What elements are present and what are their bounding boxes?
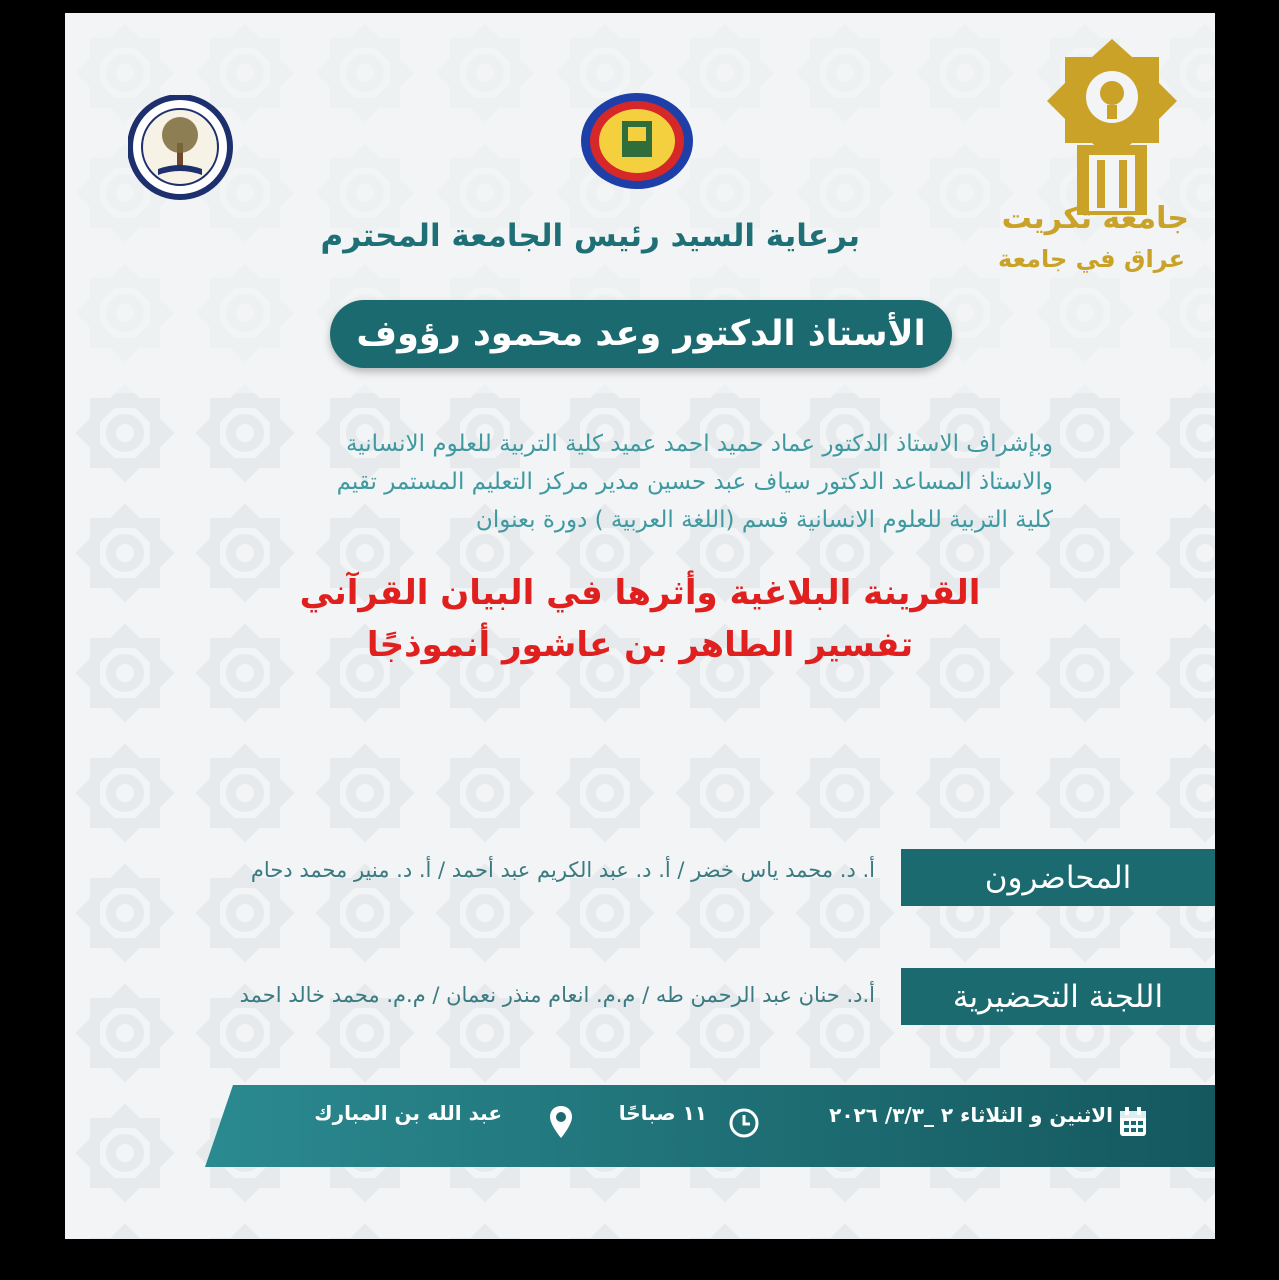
university-slogan-logo: عراق في جامعة xyxy=(998,245,1185,273)
event-location: عبد الله بن المبارك xyxy=(314,1101,502,1125)
supervision-line-3: كلية التربية للعلوم الانسانية قسم (اللغة العربية ) دورة بعنوان xyxy=(475,507,1053,533)
college-emblem-icon xyxy=(580,91,695,191)
calendar-icon xyxy=(1119,1107,1147,1137)
location-pin-icon xyxy=(549,1105,573,1139)
course-title-line-2: تفسير الطاهر بن عاشور أنموذجًا xyxy=(366,625,914,665)
poster-card xyxy=(65,13,1215,1239)
lecturers-names: أ. د. محمد ياس خضر / أ. د. عبد الكريم عبد أحمد / أ. د. منير محمد دحام xyxy=(250,858,875,882)
committee-label-box xyxy=(901,968,1215,1025)
lecturers-label: المحاضرون xyxy=(984,859,1132,896)
supervision-line-2: والاستاذ المساعد الدكتور سياف عبد حسين مدير مركز التعليم المستمر تقيم xyxy=(336,469,1053,495)
course-title-line-1: القرينة البلاغية وأثرها في البيان القرآني xyxy=(299,573,981,613)
committee-names: أ.د. حنان عبد الرحمن طه / م.م. انعام منذر نعمان / م.م. محمد خالد احمد xyxy=(239,983,875,1007)
university-name-logo: جامعة تكريت xyxy=(1001,201,1189,236)
supervision-line-1: وبإشراف الاستاذ الدكتور عماد حميد احمد عميد كلية التربية للعلوم الانسانية xyxy=(345,431,1053,457)
clock-icon xyxy=(728,1107,760,1139)
event-time: ١١ صباحًا xyxy=(618,1101,707,1125)
patron-line: برعاية السيد رئيس الجامعة المحترم xyxy=(320,218,860,254)
president-name: الأستاذ الدكتور وعد محمود رؤوف xyxy=(356,314,926,354)
lecturers-label-box xyxy=(901,849,1215,906)
supervision-paragraph xyxy=(153,425,1053,539)
university-emblem-icon xyxy=(1037,35,1187,275)
event-date: الاثنين و الثلاثاء ٢ _٣/٣/ ٢٠٢٦ xyxy=(829,1103,1113,1127)
committee-label: اللجنة التحضيرية xyxy=(952,978,1164,1015)
center-logo-icon xyxy=(128,95,233,200)
president-name-banner xyxy=(330,300,952,368)
